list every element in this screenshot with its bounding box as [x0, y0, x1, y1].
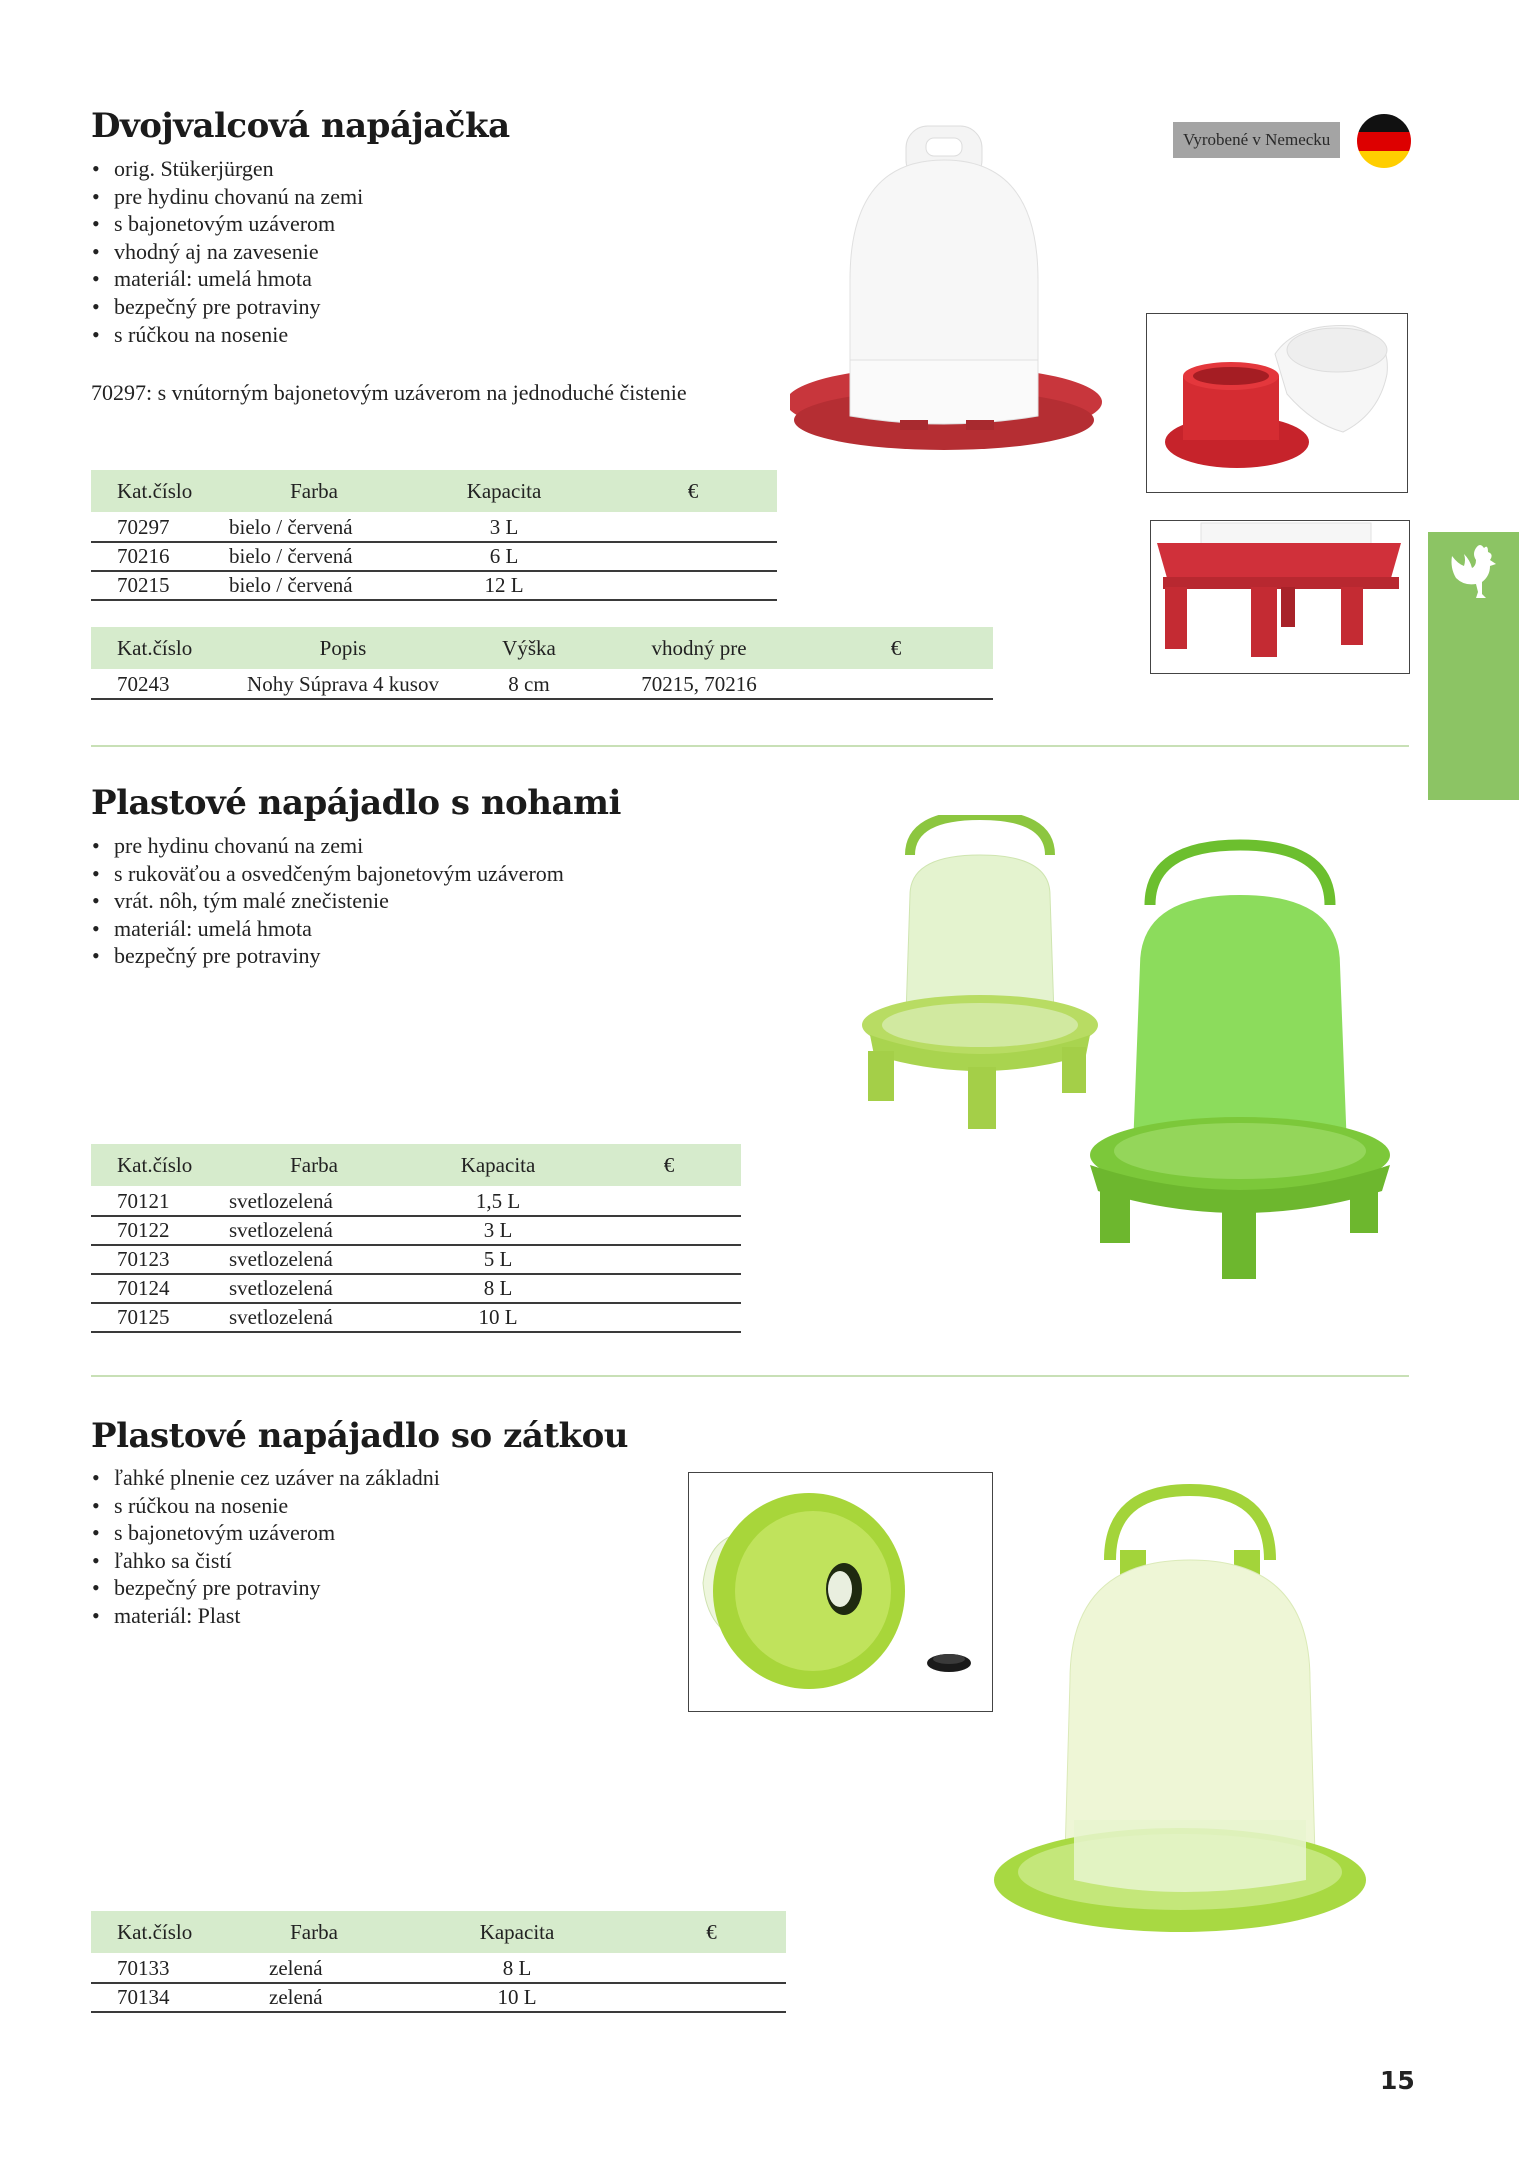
green-plastic-drinker-image [990, 1480, 1370, 1950]
table-cell: 10 L [397, 1983, 637, 2012]
table-header: Popis [227, 627, 459, 670]
table-cell: 1,5 L [399, 1187, 597, 1216]
list-item: • pre hydinu chovanú na zemi [92, 832, 564, 860]
list-item: • vrát. nôh, tým malé znečistenie [92, 887, 564, 915]
table-row [91, 1245, 741, 1274]
table-row [91, 571, 777, 600]
legs-set-photo [1150, 520, 1410, 674]
table-header: Kat.číslo [91, 1911, 231, 1954]
table-cell: 70121 [91, 1187, 229, 1216]
section-divider [91, 745, 1409, 747]
list-item: • vhodný aj na zavesenie [92, 238, 363, 266]
list-item: • s bajonetovým uzáverom [92, 210, 363, 238]
table-cell: 3 L [399, 513, 609, 542]
list-item: • materiál: umelá hmota [92, 265, 363, 293]
table-cell [799, 670, 993, 699]
table-header: Farba [231, 1911, 397, 1954]
table-cell: svetlozelená [229, 1216, 399, 1245]
table-cell: 70134 [91, 1983, 231, 2012]
table-header: Kapacita [399, 470, 609, 513]
table-row [91, 1187, 741, 1216]
table-cell: 70122 [91, 1216, 229, 1245]
legs-set-image [1151, 521, 1409, 673]
table-header: Farba [229, 1144, 399, 1187]
table-row [91, 1274, 741, 1303]
table-cell: svetlozelená [229, 1187, 399, 1216]
table-header: Kat.číslo [91, 627, 227, 670]
list-item: • s rúčkou na nosenie [92, 1492, 440, 1520]
section3-bullet-list [92, 1464, 440, 1630]
table-cell [609, 542, 777, 571]
table-cell: svetlozelená [229, 1274, 399, 1303]
list-item: • materiál: umelá hmota [92, 915, 564, 943]
section1-legs-table [91, 627, 993, 700]
table-cell [597, 1274, 741, 1303]
section3-table [91, 1911, 786, 2013]
table-cell: 8 L [399, 1274, 597, 1303]
table-header: € [799, 627, 993, 670]
table-cell: svetlozelená [229, 1303, 399, 1332]
drinker-white-red-image [790, 120, 1130, 490]
list-item: • s bajonetovým uzáverom [92, 1519, 440, 1547]
list-item: • s rúčkou na nosenie [92, 321, 363, 349]
list-item: • bezpečný pre potraviny [92, 1574, 440, 1602]
section2-title: Plastové napájadlo s nohami [91, 783, 621, 823]
section-divider [91, 1375, 1409, 1377]
table-cell [637, 1954, 786, 1983]
base-plug-image [689, 1473, 992, 1711]
table-cell: 70125 [91, 1303, 229, 1332]
section1-bullet-list [92, 155, 363, 348]
table-row [91, 1303, 741, 1332]
table-cell: 70215 [91, 571, 229, 600]
table-cell: 70216 [91, 542, 229, 571]
table-row [91, 513, 777, 542]
table-cell [597, 1303, 741, 1332]
bayonet-closure-photo [1146, 313, 1408, 493]
table-header: vhodný pre [599, 627, 799, 670]
table-cell: bielo / červená [229, 571, 399, 600]
section1-note: 70297: s vnútorným bajonetovým uzáverom na jednoduché čistenie [91, 380, 687, 405]
table-header: Výška [459, 627, 599, 670]
list-item: • materiál: Plast [92, 1602, 440, 1630]
bayonet-closure-image [1147, 314, 1407, 492]
list-item: • s rukoväťou a osvedčeným bajonetovým uzáverom [92, 860, 564, 888]
table-header: € [609, 470, 777, 513]
table-cell: 5 L [399, 1245, 597, 1274]
list-item: • bezpečný pre potraviny [92, 942, 564, 970]
table-cell: 8 cm [459, 670, 599, 699]
table-cell [597, 1245, 741, 1274]
table-cell [637, 1983, 786, 2012]
table-cell: 70243 [91, 670, 227, 699]
table-cell [609, 571, 777, 600]
base-plug-photo [688, 1472, 993, 1712]
table-cell: Nohy Súprava 4 kusov [227, 670, 459, 699]
table-cell: bielo / červená [229, 542, 399, 571]
section1-table [91, 470, 777, 601]
section2-table [91, 1144, 741, 1333]
table-cell: 70133 [91, 1954, 231, 1983]
table-cell: 70123 [91, 1245, 229, 1274]
table-header: € [597, 1144, 741, 1187]
category-side-tab [1428, 532, 1519, 800]
table-cell [609, 513, 777, 542]
list-item: • orig. Stükerjürgen [92, 155, 363, 183]
list-item: • bezpečný pre potraviny [92, 293, 363, 321]
table-cell: 3 L [399, 1216, 597, 1245]
table-cell: zelená [231, 1954, 397, 1983]
table-row [91, 1954, 786, 1983]
table-header: Kat.číslo [91, 1144, 229, 1187]
table-header: Kapacita [397, 1911, 637, 1954]
table-row [91, 542, 777, 571]
list-item: • ľahké plnenie cez uzáver na základni [92, 1464, 440, 1492]
section3-title: Plastové napájadlo so zátkou [91, 1416, 629, 1456]
green-drinkers-with-legs-image [850, 815, 1390, 1315]
table-cell: 70297 [91, 513, 229, 542]
table-cell [597, 1216, 741, 1245]
table-header: € [637, 1911, 786, 1954]
table-cell: 70215, 70216 [599, 670, 799, 699]
table-cell: 70124 [91, 1274, 229, 1303]
table-cell: 10 L [399, 1303, 597, 1332]
germany-flag-icon [1356, 113, 1412, 169]
list-item: • pre hydinu chovanú na zemi [92, 183, 363, 211]
table-cell: 6 L [399, 542, 609, 571]
table-row [91, 670, 993, 699]
table-row [91, 1983, 786, 2012]
table-header: Kat.číslo [91, 470, 229, 513]
table-cell: zelená [231, 1983, 397, 2012]
table-cell: bielo / červená [229, 513, 399, 542]
section1-title: Dvojvalcová napájačka [91, 106, 510, 146]
badge-label: Vyrobené v Nemecku [1183, 130, 1331, 149]
table-header: Farba [229, 470, 399, 513]
table-cell [597, 1187, 741, 1216]
table-cell: 8 L [397, 1954, 637, 1983]
table-header: Kapacita [399, 1144, 597, 1187]
section2-bullet-list [92, 832, 564, 970]
table-cell: svetlozelená [229, 1245, 399, 1274]
made-in-germany-badge [1173, 122, 1340, 158]
rooster-icon [1446, 542, 1502, 602]
table-row [91, 1216, 741, 1245]
page-number: 15 [1380, 2066, 1415, 2095]
list-item: • ľahko sa čistí [92, 1547, 440, 1575]
table-cell: 12 L [399, 571, 609, 600]
